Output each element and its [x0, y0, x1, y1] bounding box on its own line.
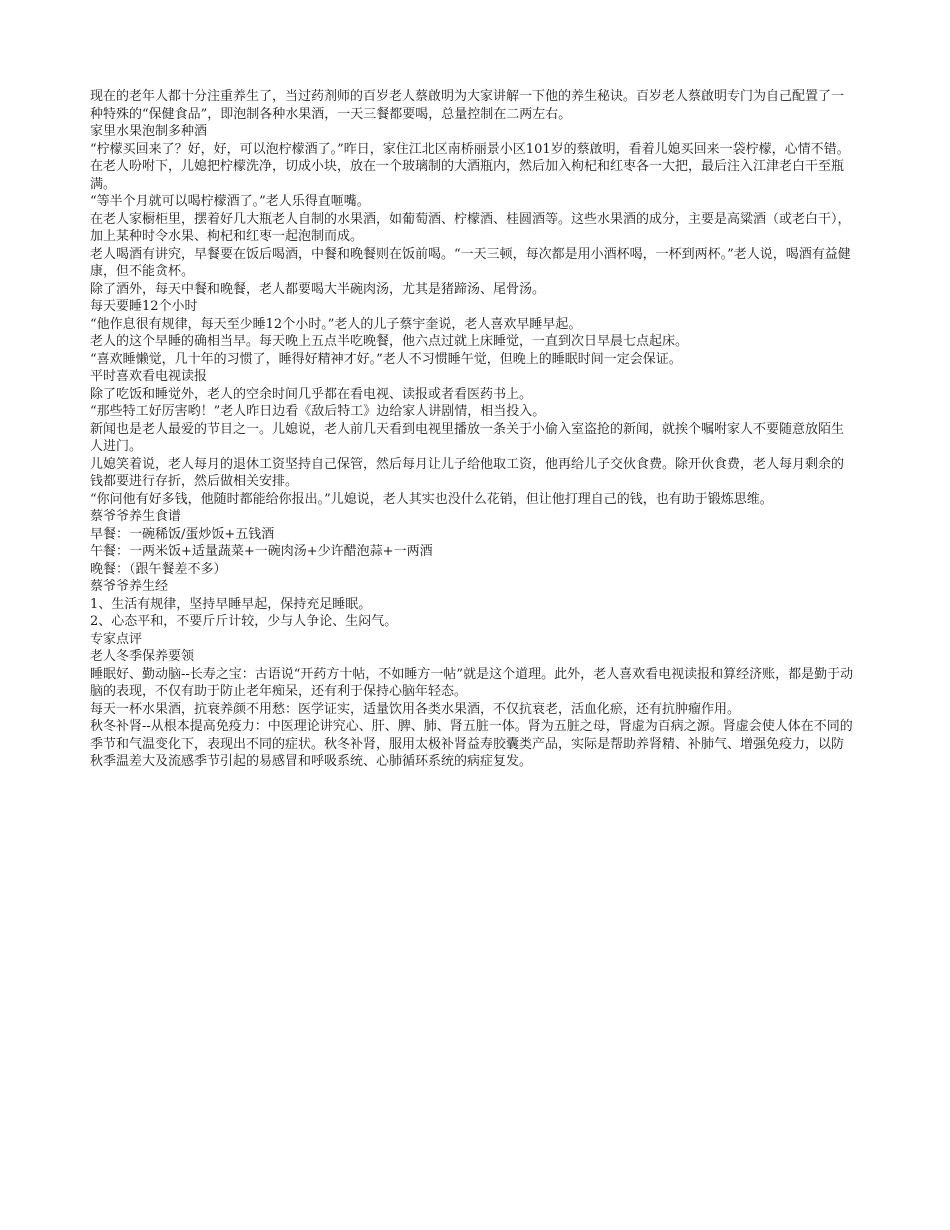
recipe-dinner: 晚餐：（跟午餐差不多）: [90, 561, 227, 577]
paragraph: 每天一杯水果酒，抗衰养颜不用愁：医学证实，适量饮用各类水果酒，不仅抗衰老，活血化瘀，还有抗肿瘤作用。: [90, 701, 741, 717]
intro-paragraph: 现在的老年人都十分注重养生了，当过药剂师的百岁老人蔡啟明为大家讲解一下他的养生秘诀。百岁老人蔡啟明专门为自己配置了一种特殊的“保健食品”，即泡制各种水果酒，一天三餐都要喝，总量控制在二两左右。: [90, 89, 845, 122]
paragraph: “他作息很有规律，每天至少睡12个小时。”老人的儿子蔡宇奎说，老人喜欢早睡早起。: [90, 316, 582, 332]
section-heading-fruit-wine: 家里水果泡制多种酒: [90, 124, 208, 139]
paragraph: “柠檬买回来了？好，好，可以泡柠檬酒了。”昨日，家住江北区南桥丽景小区101岁的蔡啟明，看着儿媳买回来一袋柠檬，心情不错。: [90, 141, 850, 157]
tip-item: 2、心态平和，不要斤斤计较，少与人争论、生闷气。: [90, 614, 398, 629]
section-heading-recipe: 蔡爷爷养生食谱: [90, 509, 182, 524]
document-body: [90, 88, 855, 771]
paragraph: “你问他有好多钱，他随时都能给你报出。”儿媳说，老人其实也没什么花销，但让他打理自己的钱，也有助于锻炼思维。: [90, 491, 773, 507]
paragraph: 秋冬补肾--从根本提高免疫力：中医理论讲究心、肝、脾、肺、肾五脏一体。肾为五脏之母，肾虚为百病之源。肾虚会使人体在不同的季节和气温变化下，表现出不同的症状。秋冬补肾，服用太极补肾益寿胶囊类产品，实际是帮助养肾精、补肺气、增强免疫力，以防秋季温差大及流感季节引起的易感冒和呼吸系统、心肺循环系统的病症复发。: [90, 719, 853, 769]
paragraph: “那些特工好厉害哟！”老人昨日边看《敌后特工》边给家人讲剧情，相当投入。: [90, 404, 546, 419]
tip-item: 1、生活有规律，坚持早睡早起，保持充足睡眠。: [90, 596, 372, 612]
paragraph: 在老人家橱柜里，摆着好几大瓶老人自制的水果酒，如葡萄酒、柠檬酒、桂圆酒等。这些水果酒的成分，主要是高粱酒（或老白干），加上某种时令水果、枸杞和红枣一起泡制而成。: [90, 211, 851, 244]
section-heading-tv-reading: 平时喜欢看电视读报: [90, 369, 208, 384]
paragraph: 老人的这个早睡的确相当早。每天晚上五点半吃晚餐，他六点过就上床睡觉，一直到次日早晨七点起床。: [90, 334, 689, 349]
paragraph: 老人喝酒有讲究，早餐要在饭后喝酒，中餐和晚餐则在饭前喝。“一天三顿，每次都是用小酒杯喝，一杯到两杯。”老人说，喝酒有益健康，但不能贪杯。: [90, 246, 851, 279]
paragraph: 睡眠好、勤动脑--长寿之宝：古语说“开药方十帖，不如睡方一帖”就是这个道理。此外，老人喜欢看电视读报和算经济账，都是勤于动脑的表现，不仅有助于防止老年痴呆，还有利于保持心脑年轻态。: [90, 666, 854, 699]
paragraph: 在老人吩咐下，儿媳把柠檬洗净，切成小块，放在一个玻璃制的大酒瓶内，然后加入枸杞和红枣各一大把，最后注入江津老白干至瓶满。: [90, 159, 845, 192]
paragraph: “喜欢睡懒觉，几十年的习惯了，睡得好精神才好。”老人不习惯睡午觉，但晚上的睡眠时间一定会保证。: [90, 351, 682, 367]
recipe-lunch: 午餐：一两米饭+适量蔬菜+一碗肉汤+少许醋泡蒜+一两酒: [90, 544, 433, 559]
section-heading-expert: 专家点评: [90, 631, 143, 647]
paragraph: 除了酒外，每天中餐和晚餐，老人都要喝大半碗肉汤，尤其是猪蹄汤、尾骨汤。: [90, 281, 546, 297]
paragraph: “等半个月就可以喝柠檬酒了。”老人乐得直咂嘴。: [90, 194, 370, 209]
section-heading-sleep: 每天要睡12个小时: [90, 299, 198, 314]
paragraph: 新闻也是老人最爱的节目之一。儿媳说，老人前几天看到电视里播放一条关于小偷入室盗抢的新闻，就挨个嘱咐家人不要随意放陌生人进门。: [90, 421, 845, 454]
recipe-breakfast: 早餐：一碗稀饭/蛋炒饭+五钱酒: [90, 526, 275, 542]
section-heading-tips: 蔡爷爷养生经: [90, 579, 169, 594]
paragraph: 儿媳笑着说，老人每月的退休工资坚持自己保管，然后每月让儿子给他取工资，他再给儿子交伙食费。除开伙食费，老人每月剩余的钱都要进行存折，然后做相关安排。: [90, 456, 845, 489]
section-heading-winter-care: 老人冬季保养要领: [90, 649, 195, 664]
paragraph: 除了吃饭和睡觉外，老人的空余时间几乎都在看电视、读报或者看医药书上。: [90, 386, 533, 402]
